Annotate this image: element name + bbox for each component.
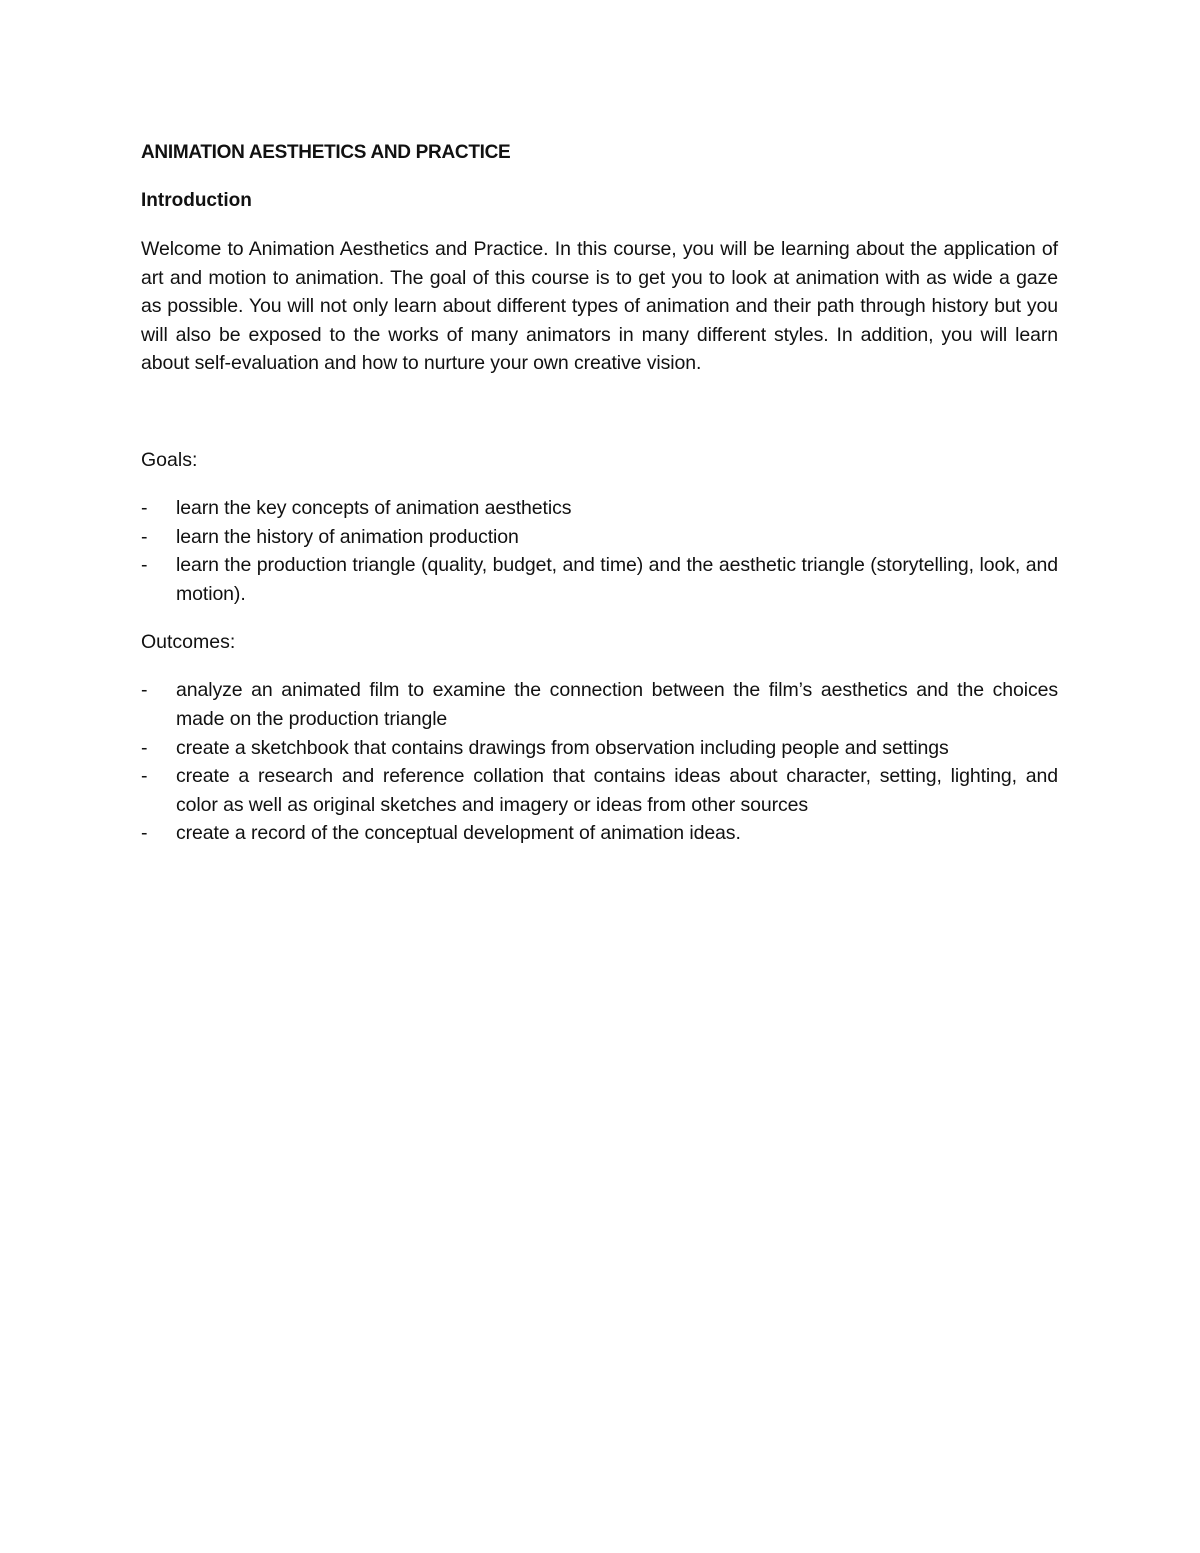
goal-item — [141, 551, 1058, 608]
bullet-dash: - — [141, 679, 148, 702]
outcomes-list — [141, 676, 1058, 848]
outcome-item — [141, 819, 1058, 848]
bullet-dash: - — [141, 736, 148, 759]
goals-list — [141, 494, 1058, 608]
outcomes-label: Outcomes: — [141, 631, 236, 654]
bullet-dash: - — [141, 822, 148, 845]
introduction-heading: Introduction — [141, 190, 252, 211]
goals-label: Goals: — [141, 448, 198, 471]
outcome-item-text: create a record of the conceptual development of animation ideas. — [176, 822, 741, 845]
outcome-item-text: analyze an animated film to examine the connection between the film’s aesthetics and the choices made on the production triangle — [176, 679, 1058, 730]
goal-item — [141, 523, 1058, 552]
bullet-dash: - — [141, 496, 148, 519]
outcome-item-text: create a sketchbook that contains drawings from observation including people and settings — [176, 736, 949, 759]
outcome-item — [141, 734, 1058, 763]
goal-item — [141, 494, 1058, 523]
outcome-item — [141, 676, 1058, 733]
bullet-dash: - — [141, 554, 148, 577]
bullet-dash: - — [141, 525, 148, 548]
introduction-paragraph: Welcome to Animation Aesthetics and Practice. In this course, you will be learning about the application of art and motion to animation. The goal of this course is to get you to look at animation with as wide a gaze as possible. You will not only learn about different types of animation and their path through history but you will also be exposed to the works of many animators in many different styles. In addition, you will learn about self-evaluation and how to nurture your own creative vision. — [141, 238, 1058, 375]
bullet-dash: - — [141, 765, 148, 788]
document-content — [141, 139, 1058, 848]
goal-item-text: learn the history of animation production — [176, 525, 519, 548]
goal-item-text: learn the key concepts of animation aesthetics — [176, 496, 572, 519]
goal-item-text: learn the production triangle (quality, budget, and time) and the aesthetic triangle (storytelling, look, and motion). — [176, 554, 1058, 605]
outcome-item — [141, 762, 1058, 819]
document-title: ANIMATION AESTHETICS AND PRACTICE — [141, 142, 511, 163]
outcome-item-text: create a research and reference collation that contains ideas about character, setting, lighting, and color as well as original sketches and imagery or ideas from other sources — [176, 765, 1058, 816]
